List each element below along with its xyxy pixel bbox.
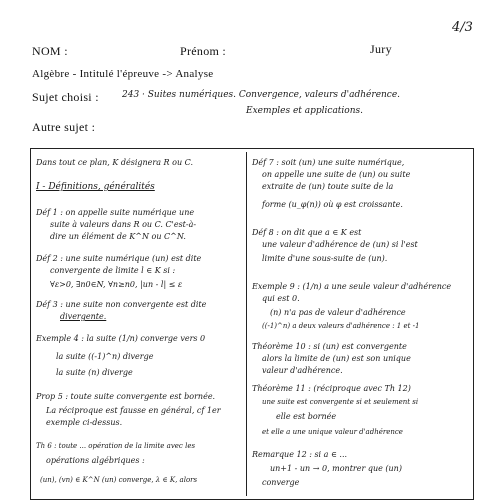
right-line: Exemple 9 : (1/n) a une seule valeur d'adhérence bbox=[252, 282, 452, 291]
right-line: Théorème 11 : (réciproque avec Th 12) bbox=[252, 384, 411, 393]
sujet-label: Sujet choisi : bbox=[32, 90, 99, 104]
right-line: extraite de (un) toute suite de la bbox=[262, 182, 394, 191]
right-line: qui est 0. bbox=[262, 294, 300, 303]
section-heading: I - Définitions, généralités bbox=[36, 182, 155, 192]
left-line: dire un élément de K^N ou C^N. bbox=[50, 232, 186, 241]
left-line: Prop 5 : toute suite convergente est bornée. bbox=[36, 392, 216, 401]
left-line: convergente de limite l ∈ K si : bbox=[50, 266, 176, 275]
right-line: converge bbox=[262, 478, 300, 487]
right-line: ((-1)^n) a deux valeurs d'adhérence : 1 et -1 bbox=[262, 322, 420, 330]
left-line: Th 6 : toute ... opération de la limite avec les bbox=[36, 442, 196, 450]
sujet-value: 243 · Suites numériques. Convergence, valeurs d'adhérence. bbox=[122, 90, 401, 100]
left-line: la suite (n) diverge bbox=[56, 368, 133, 377]
left-line: divergente. bbox=[60, 312, 107, 321]
left-line: Exemple 4 : la suite (1/n) converge vers 0 bbox=[36, 334, 206, 343]
left-line: Déf 3 : une suite non convergente est dite bbox=[36, 300, 207, 309]
autre-sujet-label: Autre sujet : bbox=[32, 120, 96, 134]
left-line: opérations algébriques : bbox=[46, 456, 145, 465]
right-line: alors la limite de (un) est son unique bbox=[262, 354, 411, 363]
right-line: limite d'une sous-suite de (un). bbox=[262, 254, 388, 263]
right-line: forme (u_φ(n)) où φ est croissante. bbox=[262, 200, 403, 209]
left-line: La réciproque est fausse en général, cf 1er bbox=[46, 406, 221, 415]
left-line: (un), (vn) ∈ K^N (un) converge, λ ∈ K, alors bbox=[40, 476, 198, 484]
left-line: Dans tout ce plan, K désignera R ou C. bbox=[36, 158, 194, 167]
nom-label: NOM : bbox=[32, 44, 68, 58]
right-line: (n) n'a pas de valeur d'adhérence bbox=[270, 308, 406, 317]
column-divider bbox=[246, 152, 247, 496]
left-line: suite à valeurs dans R ou C. C'est-à- bbox=[50, 220, 197, 229]
right-line: Déf 7 : soit (un) une suite numérique, bbox=[252, 158, 405, 167]
left-line: exemple ci-dessus. bbox=[46, 418, 123, 427]
right-line: une suite est convergente si et seulement si bbox=[262, 398, 419, 406]
right-line: elle est bornée bbox=[276, 412, 337, 421]
right-line: Remarque 12 : si a ∈ ... bbox=[252, 450, 348, 459]
right-line: et elle a une unique valeur d'adhérence bbox=[262, 428, 403, 436]
jury-label: Jury bbox=[370, 42, 392, 56]
right-line: Théorème 10 : si (un) est convergente bbox=[252, 342, 407, 351]
left-line: la suite ((-1)^n) diverge bbox=[56, 352, 154, 361]
page-number: 4/3 bbox=[452, 20, 473, 35]
sujet-value-2: Exemples et applications. bbox=[246, 106, 363, 116]
right-line: Déf 8 : on dit que a ∈ K est bbox=[252, 228, 362, 237]
right-line: on appelle une suite de (un) ou suite bbox=[262, 170, 411, 179]
right-line: un+1 - un → 0, montrer que (un) bbox=[270, 464, 402, 473]
prenom-label: Prénom : bbox=[180, 44, 227, 58]
epreuve-line: Algèbre - Intitulé l'épreuve -> Analyse bbox=[32, 68, 214, 80]
left-line: ∀ε>0, ∃n0∈N, ∀n≥n0, |un - l| ≤ ε bbox=[50, 280, 183, 289]
left-line: Déf 1 : on appelle suite numérique une bbox=[36, 208, 195, 217]
right-line: une valeur d'adhérence de (un) si l'est bbox=[262, 240, 418, 249]
left-line: Déf 2 : une suite numérique (un) est dite bbox=[36, 254, 202, 263]
right-line: valeur d'adhérence. bbox=[262, 366, 343, 375]
